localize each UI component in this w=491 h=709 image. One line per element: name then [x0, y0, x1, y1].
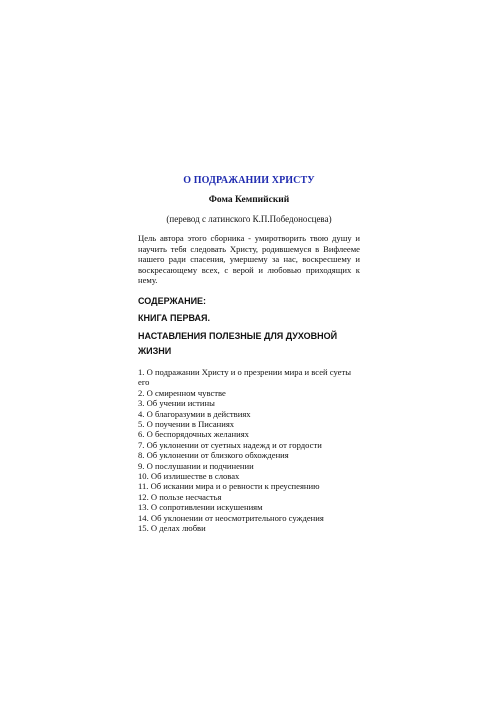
toc-item: 1. О подражании Христу и о презрении мира и всей суеты его — [138, 366, 352, 388]
toc-item: 14. Об уклонении от неосмотрительного суждения — [138, 512, 324, 523]
section-title: НАСТАВЛЕНИЯ ПОЛЕЗНЫЕ ДЛЯ ДУХОВНОЙ ЖИЗНИ — [138, 330, 338, 356]
translation-note: (перевод с латинского К.П.Победоносцева) — [166, 214, 332, 224]
toc-item: 4. О благоразумии в действиях — [138, 408, 251, 419]
table-of-contents — [138, 367, 360, 534]
toc-item: 10. Об излишестве в словах — [138, 471, 240, 482]
toc-item: 15. О делах любви — [138, 523, 206, 534]
document-page — [138, 175, 360, 533]
toc-item: 2. О смиренном чувстве — [138, 387, 226, 398]
toc-item: 7. Об уклонении от суетных надежд и от гордости — [138, 439, 322, 450]
toc-item: 9. О послушании и подчинении — [138, 460, 254, 471]
document-title: О ПОДРАЖАНИИ ХРИСТУ — [183, 175, 315, 186]
toc-item: 12. О пользе несчастья — [138, 491, 222, 502]
toc-item: 6. О беспорядочных желаниях — [138, 429, 249, 440]
book-title: КНИГА ПЕРВАЯ. — [138, 312, 210, 323]
toc-item: 3. Об учении истины — [138, 398, 215, 409]
toc-item: 13. О сопротивлении искушениям — [138, 502, 263, 513]
intro-paragraph: Цель автора этого сборника - умиротворить твою душу и научить тебя следовать Христу, родившемуся в Вифлееме нашего ради спасения, умершему за нас, воскресшему и воскресающему всех, с верой и любовью приходящих к нему. — [138, 233, 360, 286]
toc-item: 5. О поучении в Писаниях — [138, 419, 235, 429]
contents-heading: СОДЕРЖАНИЕ: — [138, 295, 207, 306]
toc-item: 11. Об искании мира и о ревности к преуспеянию — [138, 481, 320, 492]
document-author: Фома Кемпийский — [208, 195, 290, 205]
toc-item: 8. Об уклонении от близкого обхождения — [138, 450, 289, 461]
